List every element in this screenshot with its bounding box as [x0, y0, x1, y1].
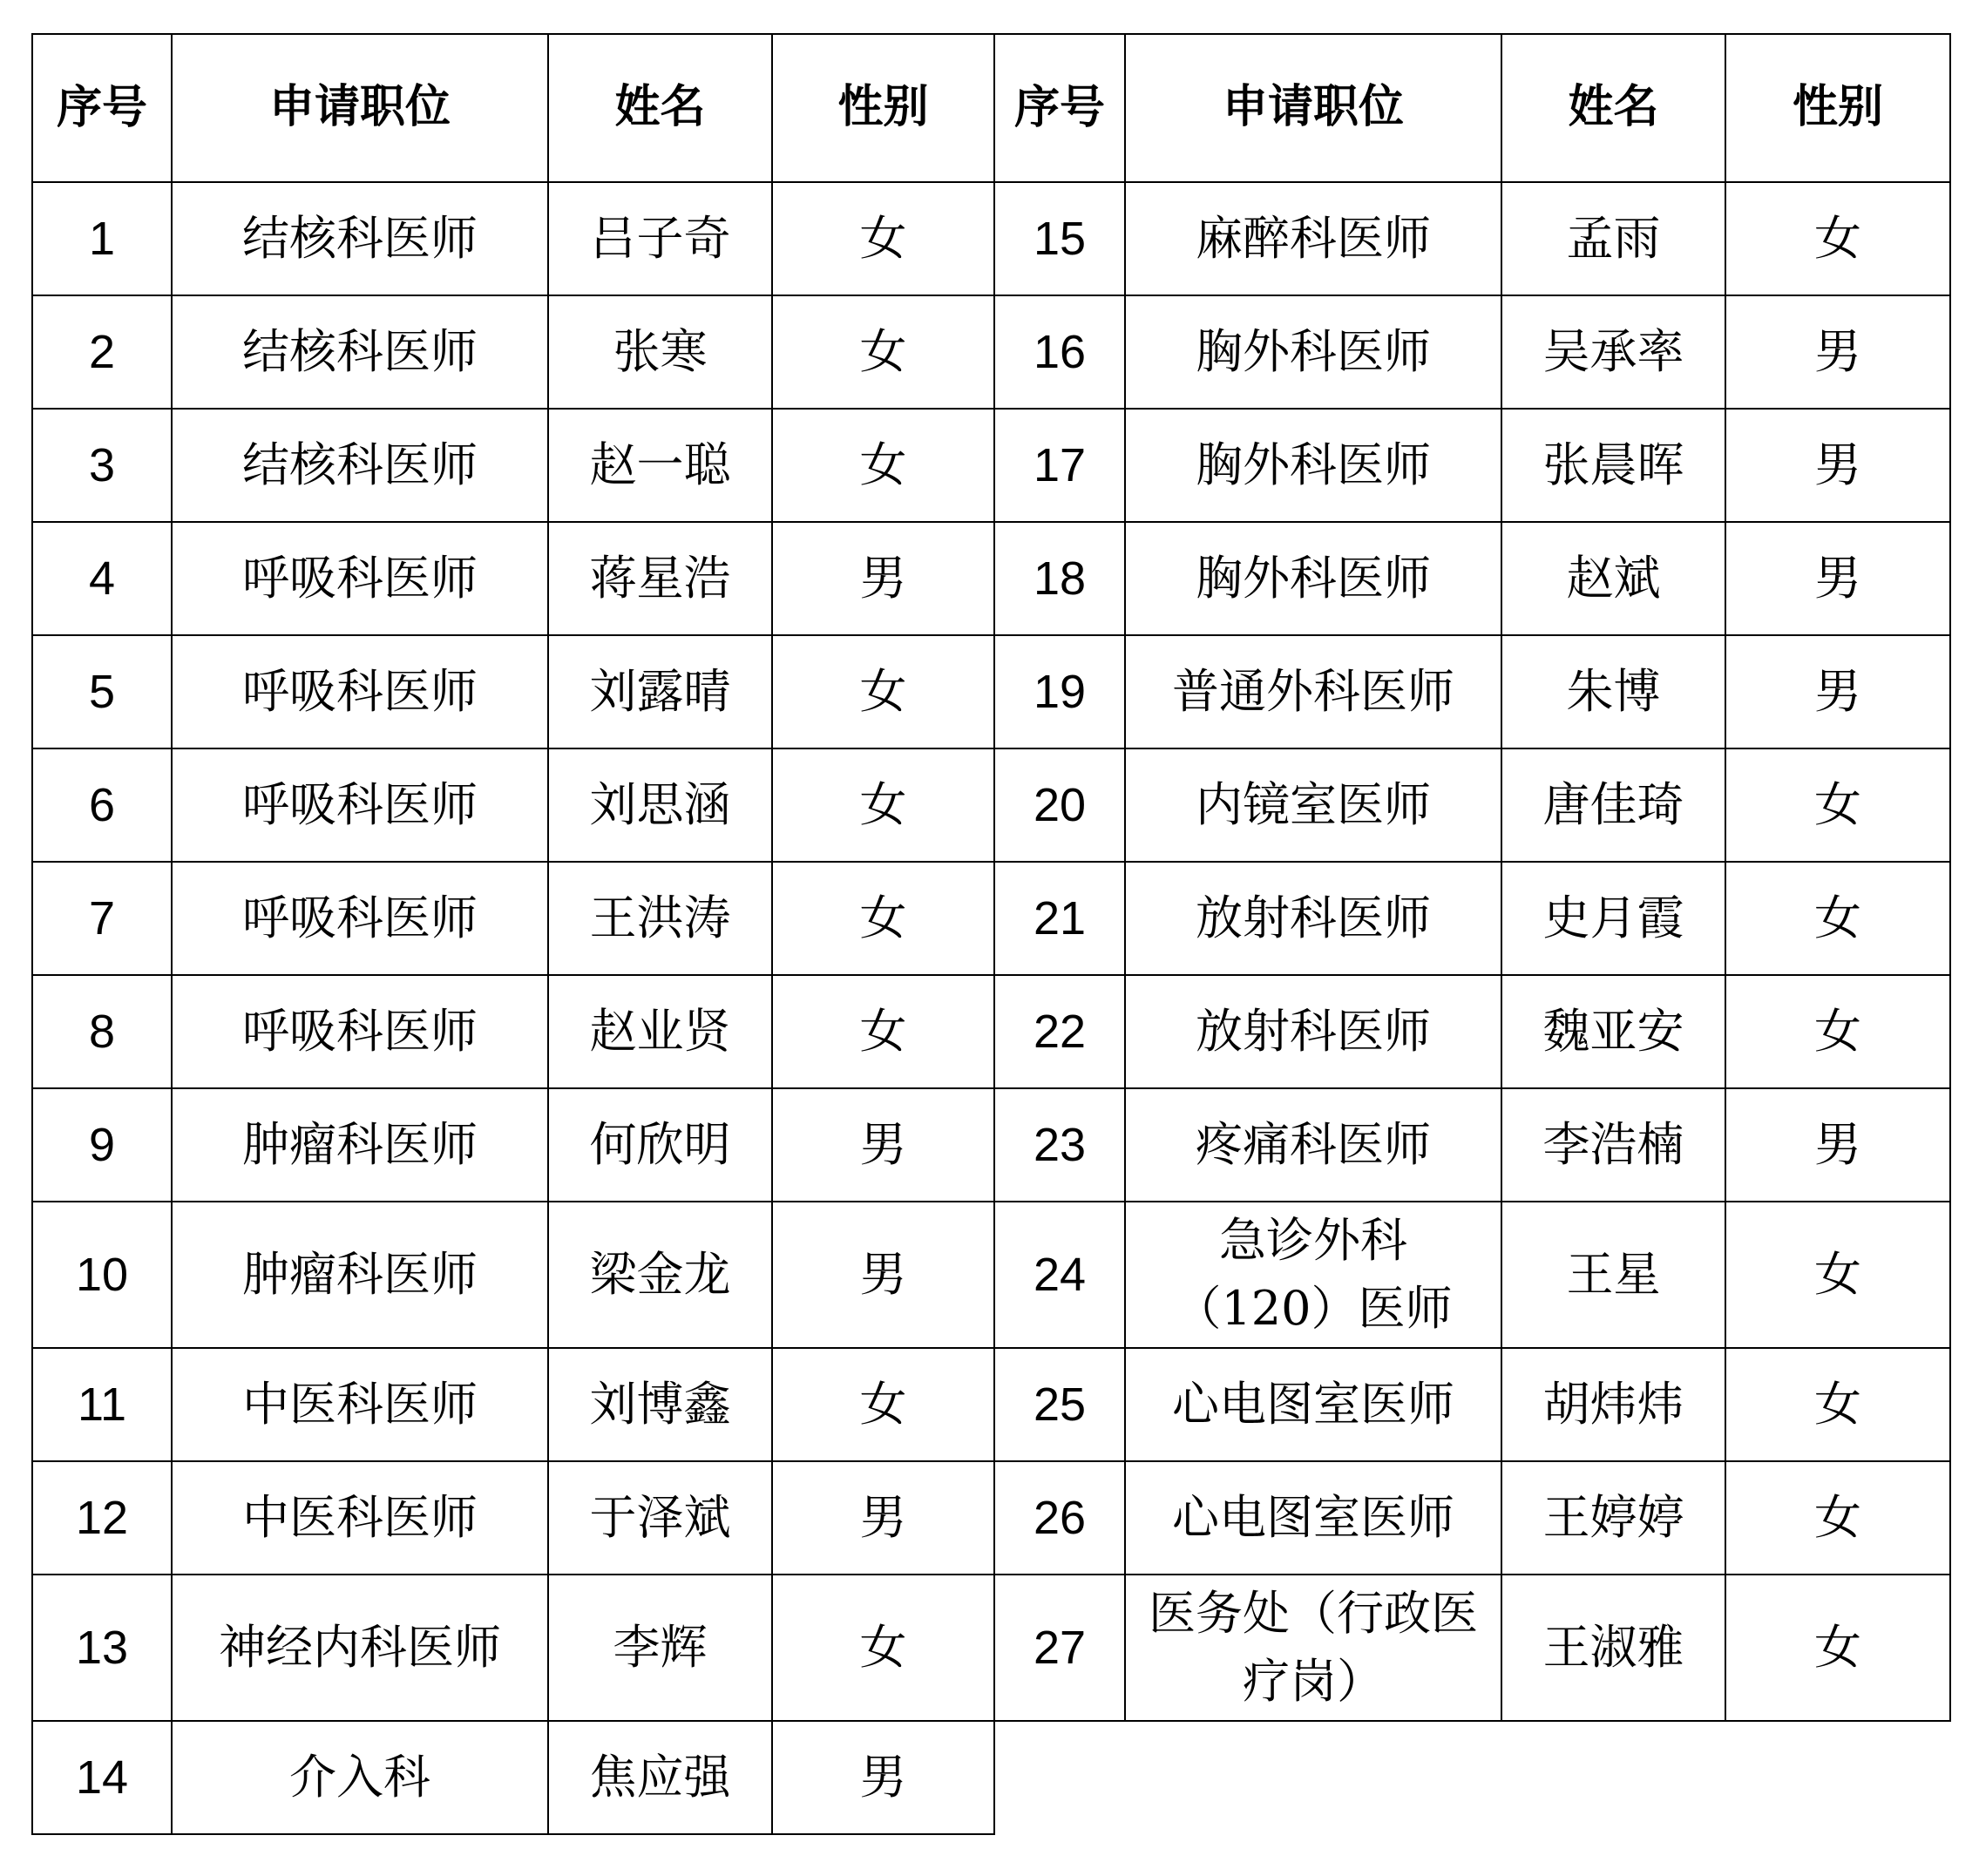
- cell-name: 王淑雅: [1501, 1575, 1725, 1721]
- cell-gender: 女: [1725, 862, 1950, 975]
- cell-name: 李浩楠: [1501, 1088, 1725, 1202]
- cell-position: 神经内科医师: [172, 1575, 548, 1721]
- cell-name: 刘思涵: [548, 748, 772, 862]
- cell-position: 普通外科医师: [1125, 635, 1501, 748]
- cell-name: 王洪涛: [548, 862, 772, 975]
- cell-name: 魏亚安: [1501, 975, 1725, 1088]
- cell-gender: 男: [1725, 1088, 1950, 1202]
- cell-position: 麻醉科医师: [1125, 182, 1501, 295]
- cell-name: 刘博鑫: [548, 1348, 772, 1461]
- cell-seq: 20: [994, 748, 1125, 862]
- cell-name: 唐佳琦: [1501, 748, 1725, 862]
- cell-name: 焦应强: [548, 1721, 772, 1834]
- cell-position: 疼痛科医师: [1125, 1088, 1501, 1202]
- header-position: 申请职位: [172, 34, 548, 182]
- header-seq: 序号: [32, 34, 172, 182]
- cell-seq: 22: [994, 975, 1125, 1088]
- cell-seq: 14: [32, 1721, 172, 1834]
- cell-gender: 女: [772, 409, 994, 522]
- cell-gender: 女: [772, 975, 994, 1088]
- table-row: [32, 295, 1950, 409]
- header-gender: 性别: [772, 34, 994, 182]
- cell-gender: 女: [772, 635, 994, 748]
- cell-seq: 24: [994, 1202, 1125, 1348]
- cell-seq: 12: [32, 1461, 172, 1575]
- cell-gender: 女: [1725, 1461, 1950, 1575]
- cell-seq: 9: [32, 1088, 172, 1202]
- cell-seq: 19: [994, 635, 1125, 748]
- cell-gender: 女: [1725, 182, 1950, 295]
- cell-seq: 17: [994, 409, 1125, 522]
- header-position: 申请职位: [1125, 34, 1501, 182]
- cell-name: 赵一聪: [548, 409, 772, 522]
- cell-seq: 1: [32, 182, 172, 295]
- cell-name: 孟雨: [1501, 182, 1725, 295]
- cell-seq: 3: [32, 409, 172, 522]
- table-row: [32, 409, 1950, 522]
- cell-name: 张寒: [548, 295, 772, 409]
- empty-cell: [994, 1721, 1125, 1834]
- cell-gender: 女: [1725, 1348, 1950, 1461]
- cell-gender: 女: [1725, 1202, 1950, 1348]
- cell-name: 赵斌: [1501, 522, 1725, 635]
- cell-position: 呼吸科医师: [172, 975, 548, 1088]
- cell-seq: 21: [994, 862, 1125, 975]
- cell-position: 胸外科医师: [1125, 409, 1501, 522]
- table-body: [32, 34, 1950, 1834]
- cell-seq: 13: [32, 1575, 172, 1721]
- cell-seq: 26: [994, 1461, 1125, 1575]
- header-gender: 性别: [1725, 34, 1950, 182]
- cell-seq: 5: [32, 635, 172, 748]
- cell-gender: 女: [772, 862, 994, 975]
- cell-position: 放射科医师: [1125, 975, 1501, 1088]
- cell-gender: 男: [772, 1088, 994, 1202]
- applicant-table: [31, 33, 1951, 1835]
- cell-gender: 男: [1725, 635, 1950, 748]
- cell-name: 李辉: [548, 1575, 772, 1721]
- cell-seq: 23: [994, 1088, 1125, 1202]
- cell-name: 胡炜炜: [1501, 1348, 1725, 1461]
- cell-gender: 女: [772, 182, 994, 295]
- cell-name: 吴承率: [1501, 295, 1725, 409]
- cell-seq: 6: [32, 748, 172, 862]
- cell-position: 结核科医师: [172, 295, 548, 409]
- cell-position: 肿瘤科医师: [172, 1088, 548, 1202]
- header-seq: 序号: [994, 34, 1125, 182]
- empty-cell: [1501, 1721, 1725, 1834]
- cell-position: 心电图室医师: [1125, 1461, 1501, 1575]
- header-name: 姓名: [548, 34, 772, 182]
- cell-gender: 女: [772, 1348, 994, 1461]
- cell-position: 心电图室医师: [1125, 1348, 1501, 1461]
- cell-seq: 2: [32, 295, 172, 409]
- table-row: [32, 862, 1950, 975]
- table-row: [32, 635, 1950, 748]
- cell-gender: 女: [772, 1575, 994, 1721]
- cell-position: 胸外科医师: [1125, 295, 1501, 409]
- table-row: [32, 1088, 1950, 1202]
- cell-position: 结核科医师: [172, 182, 548, 295]
- cell-name: 朱博: [1501, 635, 1725, 748]
- empty-cell: [1725, 1721, 1950, 1834]
- table-row: [32, 522, 1950, 635]
- cell-gender: 男: [772, 1721, 994, 1834]
- cell-name: 于泽斌: [548, 1461, 772, 1575]
- cell-name: 何欣明: [548, 1088, 772, 1202]
- table-row: [32, 182, 1950, 295]
- cell-seq: 15: [994, 182, 1125, 295]
- cell-name: 梁金龙: [548, 1202, 772, 1348]
- cell-seq: 10: [32, 1202, 172, 1348]
- cell-name: 张晨晖: [1501, 409, 1725, 522]
- cell-gender: 女: [772, 748, 994, 862]
- cell-gender: 女: [1725, 1575, 1950, 1721]
- cell-name: 蒋星浩: [548, 522, 772, 635]
- cell-name: 史月霞: [1501, 862, 1725, 975]
- cell-gender: 女: [1725, 748, 1950, 862]
- cell-gender: 男: [772, 1461, 994, 1575]
- cell-position: 医务处（行政医疗岗）: [1125, 1575, 1501, 1721]
- cell-position: 呼吸科医师: [172, 522, 548, 635]
- table-row: [32, 1461, 1950, 1575]
- cell-seq: 11: [32, 1348, 172, 1461]
- table-row: [32, 1202, 1950, 1348]
- cell-name: 吕子奇: [548, 182, 772, 295]
- table-row: [32, 1721, 1950, 1834]
- empty-cell: [1125, 1721, 1501, 1834]
- cell-position: 介入科: [172, 1721, 548, 1834]
- cell-position: 急诊外科（120）医师: [1125, 1202, 1501, 1348]
- cell-gender: 男: [772, 1202, 994, 1348]
- cell-position: 内镜室医师: [1125, 748, 1501, 862]
- header-name: 姓名: [1501, 34, 1725, 182]
- table-row: [32, 1575, 1950, 1721]
- cell-gender: 女: [772, 295, 994, 409]
- cell-name: 王婷婷: [1501, 1461, 1725, 1575]
- table-row: [32, 748, 1950, 862]
- cell-gender: 男: [772, 522, 994, 635]
- header-row: [32, 34, 1950, 182]
- cell-name: 王星: [1501, 1202, 1725, 1348]
- cell-gender: 男: [1725, 295, 1950, 409]
- cell-name: 赵业贤: [548, 975, 772, 1088]
- cell-position: 胸外科医师: [1125, 522, 1501, 635]
- cell-seq: 4: [32, 522, 172, 635]
- cell-gender: 男: [1725, 409, 1950, 522]
- cell-position: 结核科医师: [172, 409, 548, 522]
- cell-seq: 18: [994, 522, 1125, 635]
- cell-position: 肿瘤科医师: [172, 1202, 548, 1348]
- table-row: [32, 1348, 1950, 1461]
- cell-seq: 8: [32, 975, 172, 1088]
- cell-seq: 7: [32, 862, 172, 975]
- cell-position: 中医科医师: [172, 1348, 548, 1461]
- cell-gender: 男: [1725, 522, 1950, 635]
- cell-position: 放射科医师: [1125, 862, 1501, 975]
- cell-seq: 16: [994, 295, 1125, 409]
- cell-position: 呼吸科医师: [172, 748, 548, 862]
- cell-seq: 27: [994, 1575, 1125, 1721]
- cell-name: 刘露晴: [548, 635, 772, 748]
- cell-position: 中医科医师: [172, 1461, 548, 1575]
- cell-seq: 25: [994, 1348, 1125, 1461]
- cell-position: 呼吸科医师: [172, 862, 548, 975]
- cell-position: 呼吸科医师: [172, 635, 548, 748]
- cell-gender: 女: [1725, 975, 1950, 1088]
- table-row: [32, 975, 1950, 1088]
